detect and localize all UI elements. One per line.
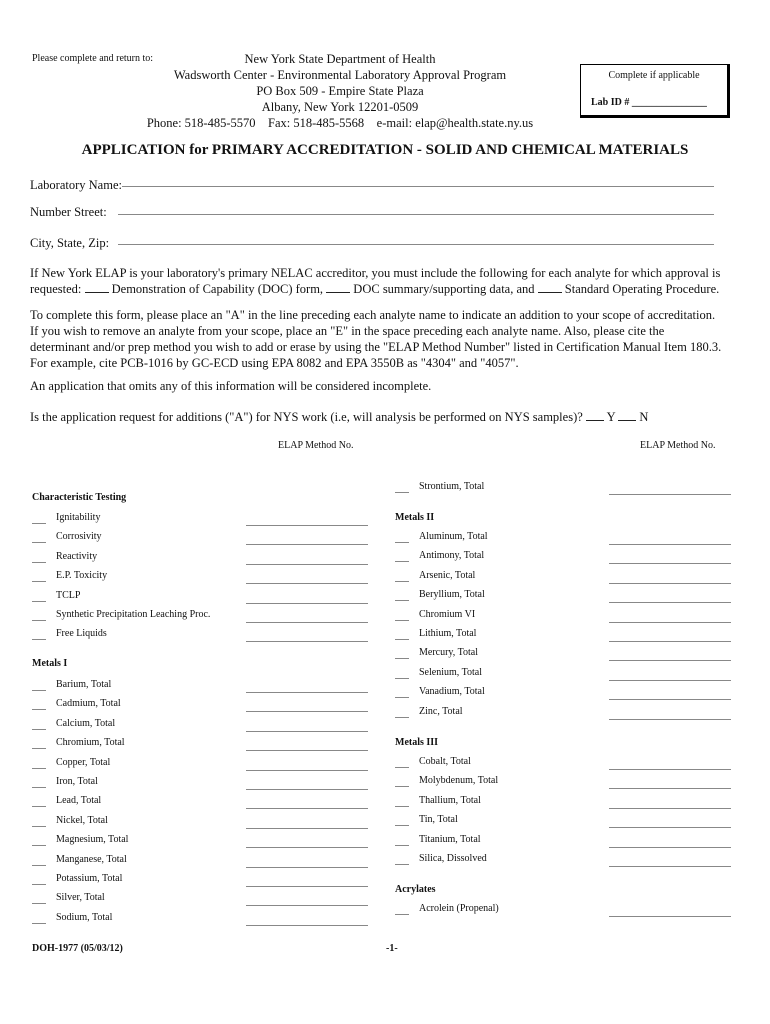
analyte-row xyxy=(395,814,733,826)
analyte-checkbox-blank[interactable] xyxy=(395,786,409,787)
analyte-checkbox-blank[interactable] xyxy=(32,806,46,807)
method-number-field[interactable] xyxy=(609,769,731,770)
analyte-checkbox-blank[interactable] xyxy=(395,806,409,807)
analyte-checkbox-blank[interactable] xyxy=(395,697,409,698)
instruction-p2-line2: If you wish to remove an analyte from your scope, place an "E" in the space preceding each analyte name. Also, please cite the xyxy=(30,324,665,338)
analyte-checkbox-blank[interactable] xyxy=(32,562,46,563)
analyte-name: Free Liquids xyxy=(56,628,107,640)
city-label: City, State, Zip: xyxy=(30,236,110,250)
analyte-checkbox-blank[interactable] xyxy=(32,748,46,749)
analyte-row xyxy=(32,698,370,710)
instruction-p1-line1: If New York ELAP is your laboratory's primary NELAC accreditor, you must include the following for each analyte for which approval is xyxy=(30,266,721,280)
header-line-1: New York State Department of Health xyxy=(244,52,436,66)
analyte-name: Barium, Total xyxy=(56,679,112,690)
requested-label: requested: xyxy=(30,282,82,296)
analyte-row xyxy=(32,873,370,885)
page-title: APPLICATION for PRIMARY ACCREDITATION - SOLID AND CHEMICAL MATERIALS xyxy=(81,142,689,158)
analyte-checkbox-blank[interactable] xyxy=(32,787,46,788)
analyte-name: Calcium, Total xyxy=(56,717,116,729)
lab-box-caption: Complete if applicable xyxy=(608,70,700,81)
analyte-row xyxy=(32,590,370,602)
right-method-header: ELAP Method No. xyxy=(640,440,716,451)
method-number-field[interactable] xyxy=(246,525,368,526)
analyte-checkbox-blank[interactable] xyxy=(395,581,409,582)
return-note: Please complete and return to: xyxy=(32,53,154,64)
method-number-field[interactable] xyxy=(609,641,731,642)
method-number-field[interactable] xyxy=(609,563,731,564)
analyte-name: E.P. Toxicity xyxy=(56,570,108,582)
analyte-name: Acrolein (Propenal) xyxy=(419,903,499,914)
analyte-name: Vanadium, Total xyxy=(419,686,485,698)
analyte-checkbox-blank[interactable] xyxy=(32,639,46,640)
analyte-row xyxy=(32,776,370,788)
analyte-checkbox-blank[interactable] xyxy=(395,678,409,679)
left-method-header: ELAP Method No. xyxy=(278,440,354,451)
analyte-name: Tin, Total xyxy=(419,814,458,826)
header-line-3: PO Box 509 - Empire State Plaza xyxy=(256,84,424,98)
analyte-name: Silver, Total xyxy=(56,892,105,904)
analyte-name: Chromium, Total xyxy=(56,737,125,749)
analyte-row xyxy=(395,853,733,865)
doc-form-blank[interactable] xyxy=(85,282,109,293)
analyte-row xyxy=(32,795,370,807)
analyte-name: TCLP xyxy=(56,589,81,601)
analyte-row xyxy=(395,531,733,543)
instruction-p2-line3: determinant and/or prep method you wish to add or erase by using the "ELAP Method Number" listed in Certification Manual Item 180.3. xyxy=(30,340,722,354)
analyte-checkbox-blank[interactable] xyxy=(395,825,409,826)
analyte-name: Lead, Total xyxy=(56,795,102,807)
method-number-field[interactable] xyxy=(246,711,368,712)
method-number-field[interactable] xyxy=(609,622,731,623)
yes-label: Y xyxy=(606,410,616,424)
analyte-checkbox-blank[interactable] xyxy=(395,767,409,768)
method-number-field[interactable] xyxy=(246,867,368,868)
analyte-row xyxy=(395,667,733,679)
analyte-name: Cobalt, Total xyxy=(419,756,471,767)
method-number-field[interactable] xyxy=(246,731,368,732)
analyte-name: Ignitability xyxy=(56,512,101,523)
instruction-p2-line1: To complete this form, please place an "A" in the line preceding each analyte name to indicate an addition to your scope of accreditation. xyxy=(30,308,716,322)
method-number-field[interactable] xyxy=(609,788,731,789)
method-number-field[interactable] xyxy=(609,494,731,495)
doc-form-label: Demonstration of Capability (DOC) form, xyxy=(111,282,324,296)
method-number-field[interactable] xyxy=(246,925,368,926)
lab-name-field[interactable] xyxy=(122,186,714,187)
method-number-field[interactable] xyxy=(609,916,731,917)
analyte-row xyxy=(395,628,733,640)
analyte-name: Copper, Total xyxy=(56,756,111,768)
analyte-checkbox-blank[interactable] xyxy=(32,709,46,710)
analyte-name: Beryllium, Total xyxy=(419,589,485,601)
sop-blank[interactable] xyxy=(538,282,562,293)
analyte-checkbox-blank[interactable] xyxy=(395,864,409,865)
analyte-row xyxy=(32,570,370,582)
metals-iii-title: Metals III xyxy=(395,737,439,748)
analyte-checkbox-blank[interactable] xyxy=(395,658,409,659)
analyte-checkbox-blank[interactable] xyxy=(395,542,409,543)
analyte-checkbox-blank[interactable] xyxy=(395,620,409,621)
analyte-row xyxy=(32,609,370,621)
method-number-field[interactable] xyxy=(609,660,731,661)
analyte-checkbox-blank[interactable] xyxy=(32,923,46,924)
instruction-p1-line2 xyxy=(30,281,719,297)
analyte-name: Strontium, Total xyxy=(419,481,485,492)
analyte-name: Titanium, Total xyxy=(419,833,481,845)
analyte-checkbox-blank[interactable] xyxy=(32,581,46,582)
analyte-row xyxy=(395,795,733,807)
method-number-field[interactable] xyxy=(246,847,368,848)
analyte-row xyxy=(32,512,370,524)
method-number-field[interactable] xyxy=(609,866,731,867)
method-number-field[interactable] xyxy=(246,641,368,642)
analyte-checkbox-blank[interactable] xyxy=(395,600,409,601)
nys-question: Is the application request for additions ("A") for NYS work (i.e, will analysis be performed on NYS samples)? xyxy=(30,410,583,424)
instruction-p2-line4: For example, cite PCB-1016 by GC-ECD using EPA 8082 and EPA 3550B as "4304" and "4057". xyxy=(30,356,519,370)
analyte-row xyxy=(32,815,370,827)
method-number-field[interactable] xyxy=(246,692,368,693)
lab-id-field[interactable]: Lab ID # _______________ xyxy=(591,97,707,108)
analyte-name: Corrosivity xyxy=(56,531,102,543)
analyte-row xyxy=(395,481,731,493)
analyte-row xyxy=(395,589,733,601)
analyte-checkbox-blank[interactable] xyxy=(395,492,409,493)
analyte-checkbox-blank[interactable] xyxy=(32,542,46,543)
analyte-checkbox-blank[interactable] xyxy=(32,620,46,621)
analyte-row xyxy=(32,628,370,640)
method-number-field[interactable] xyxy=(609,680,731,681)
analyte-row xyxy=(32,551,370,563)
analyte-name: Synthetic Precipitation Leaching Proc. xyxy=(56,609,211,620)
analyte-checkbox-blank[interactable] xyxy=(32,690,46,691)
method-number-field[interactable] xyxy=(246,770,368,771)
analyte-name: Thallium, Total xyxy=(419,794,481,806)
header-line-2: Wadsworth Center - Environmental Laboratory Approval Program xyxy=(173,68,507,82)
method-number-field[interactable] xyxy=(246,583,368,584)
method-number-field[interactable] xyxy=(609,544,731,545)
analyte-row xyxy=(395,686,733,698)
analyte-checkbox-blank[interactable] xyxy=(32,903,46,904)
analyte-row xyxy=(395,775,733,787)
analyte-row xyxy=(395,903,733,915)
method-number-field[interactable] xyxy=(246,564,368,565)
header-contact-line: Phone: 518-485-5570 Fax: 518-485-5568 e-mail: elap@health.state.ny.us xyxy=(146,116,534,130)
analyte-name: Lithium, Total xyxy=(419,628,477,639)
analyte-row xyxy=(32,834,370,846)
characteristic-testing-title: Characteristic Testing xyxy=(32,492,127,503)
doc-summary-label: DOC summary/supporting data, and xyxy=(353,282,535,296)
analyte-name: Selenium, Total xyxy=(419,666,482,678)
yes-blank[interactable] xyxy=(586,410,604,421)
analyte-row xyxy=(32,531,370,543)
header-line-4: Albany, New York 12201-0509 xyxy=(261,100,419,114)
analyte-name: Zinc, Total xyxy=(419,705,463,717)
acrylates-title: Acrylates xyxy=(395,884,436,895)
analyte-checkbox-blank[interactable] xyxy=(32,523,46,524)
analyte-checkbox-blank[interactable] xyxy=(32,601,46,602)
analyte-row xyxy=(32,892,370,904)
method-number-field[interactable] xyxy=(609,808,731,809)
sop-label: Standard Operating Procedure. xyxy=(564,282,720,296)
method-number-field[interactable] xyxy=(246,905,368,906)
method-number-field[interactable] xyxy=(609,699,731,700)
analyte-row xyxy=(32,757,370,769)
analyte-name: Mercury, Total xyxy=(419,647,479,659)
analyte-row xyxy=(32,737,370,749)
analyte-row xyxy=(32,854,370,866)
method-number-field[interactable] xyxy=(609,602,731,603)
analyte-checkbox-blank[interactable] xyxy=(395,914,409,915)
incomplete-warning: An application that omits any of this information will be considered incomplete. xyxy=(30,379,432,393)
lab-name-label: Laboratory Name: xyxy=(30,178,122,192)
page-number: -1- xyxy=(386,943,398,954)
method-number-field[interactable] xyxy=(609,847,731,848)
analyte-row xyxy=(395,834,733,846)
analyte-checkbox-blank[interactable] xyxy=(32,729,46,730)
analyte-checkbox-blank[interactable] xyxy=(32,768,46,769)
method-number-field[interactable] xyxy=(246,603,368,604)
analyte-checkbox-blank[interactable] xyxy=(32,884,46,885)
analyte-checkbox-blank[interactable] xyxy=(395,561,409,562)
analyte-name: Aluminum, Total xyxy=(419,531,488,542)
analyte-row xyxy=(32,912,370,924)
analyte-name: Cadmium, Total xyxy=(56,698,121,710)
analyte-name: Nickel, Total xyxy=(56,814,108,826)
no-blank[interactable] xyxy=(618,410,636,421)
method-number-field[interactable] xyxy=(246,750,368,751)
analyte-name: Reactivity xyxy=(56,550,98,562)
method-number-field[interactable] xyxy=(246,886,368,887)
analyte-checkbox-blank[interactable] xyxy=(32,826,46,827)
method-number-field[interactable] xyxy=(246,544,368,545)
lab-id-box xyxy=(580,64,730,118)
method-number-field[interactable] xyxy=(609,827,731,828)
analyte-checkbox-blank[interactable] xyxy=(395,845,409,846)
analyte-name: Molybdenum, Total xyxy=(419,775,499,787)
method-number-field[interactable] xyxy=(246,808,368,809)
nys-question-line xyxy=(30,409,648,425)
analyte-name: Silica, Dissolved xyxy=(419,853,487,864)
analyte-name: Magnesium, Total xyxy=(56,834,129,846)
city-field[interactable] xyxy=(118,244,714,245)
analyte-checkbox-blank[interactable] xyxy=(395,717,409,718)
street-label: Number Street: xyxy=(30,205,107,219)
metals-i-title: Metals I xyxy=(32,658,68,669)
analyte-row xyxy=(395,550,733,562)
metals-ii-title: Metals II xyxy=(395,512,435,523)
analyte-name: Chromium VI xyxy=(419,608,476,620)
analyte-row xyxy=(395,706,733,718)
analyte-row xyxy=(395,756,733,768)
street-field[interactable] xyxy=(118,214,714,215)
analyte-name: Sodium, Total xyxy=(56,911,113,923)
analyte-checkbox-blank[interactable] xyxy=(395,639,409,640)
method-number-field[interactable] xyxy=(246,789,368,790)
analyte-name: Potassium, Total xyxy=(56,873,123,884)
analyte-name: Manganese, Total xyxy=(56,853,127,865)
no-label: N xyxy=(639,410,649,424)
analyte-name: Arsenic, Total xyxy=(419,569,476,581)
analyte-row xyxy=(395,647,733,659)
analyte-row xyxy=(395,609,733,621)
analyte-checkbox-blank[interactable] xyxy=(32,845,46,846)
method-number-field[interactable] xyxy=(246,622,368,623)
form-id: DOH-1977 (05/03/12) xyxy=(32,943,123,954)
method-number-field[interactable] xyxy=(609,719,731,720)
analyte-checkbox-blank[interactable] xyxy=(32,865,46,866)
analyte-name: Iron, Total xyxy=(56,776,98,787)
analyte-row xyxy=(395,570,733,582)
doc-summary-blank[interactable] xyxy=(326,282,350,293)
analyte-row xyxy=(32,679,370,691)
analyte-row xyxy=(32,718,370,730)
analyte-name: Antimony, Total xyxy=(419,550,485,562)
method-number-field[interactable] xyxy=(609,583,731,584)
method-number-field[interactable] xyxy=(246,828,368,829)
